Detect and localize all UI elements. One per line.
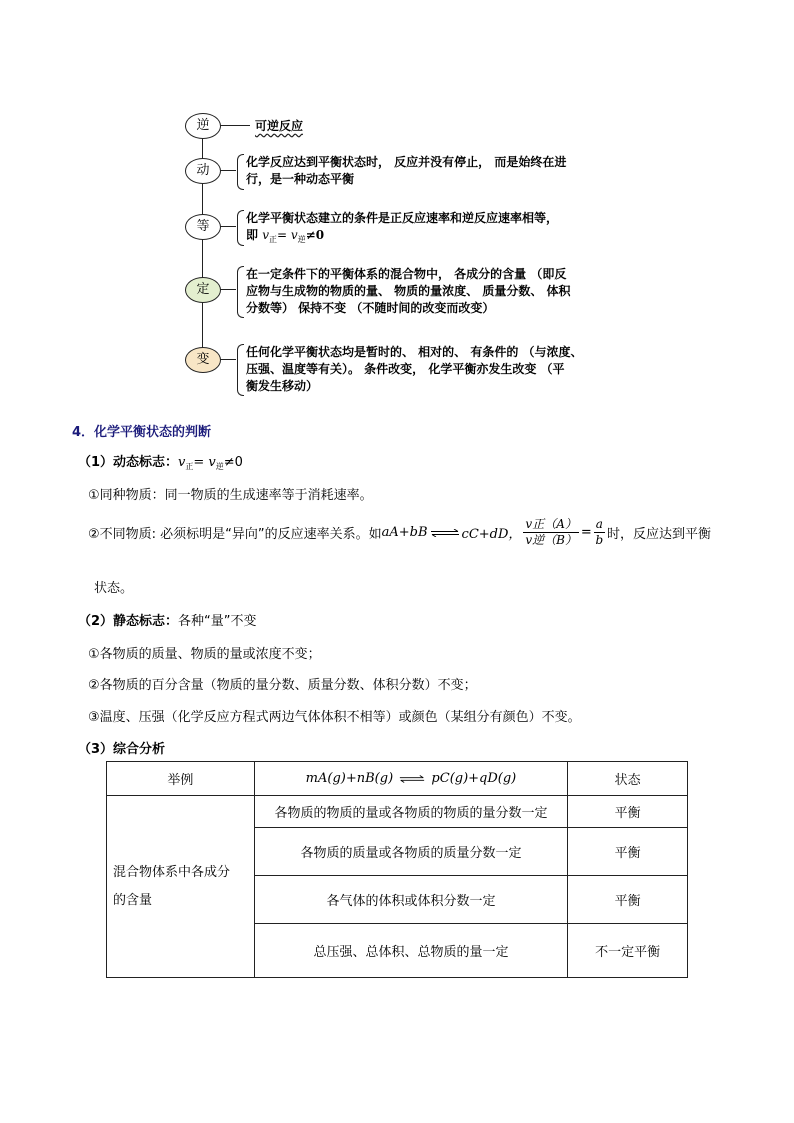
node-ni-desc: 可逆反应 [255,119,304,133]
analysis-label: （3）综合分析 [78,742,166,757]
dynamic-criterion [78,451,243,472]
node-deng-desc [246,210,558,248]
node-ding-desc [246,266,571,317]
ratio-fraction [594,517,605,548]
table-cell-state: 平衡 [568,828,688,876]
rate-fraction [523,517,578,548]
section-heading: 4．化学平衡状态的判断 [72,425,212,440]
equals-sign: = [580,525,592,540]
item2-continuation: 状态。 [94,581,134,596]
eq-sub: 正 [268,235,277,244]
eq-sub: 逆 [215,462,224,471]
static-item-1: ①各物质的质量、物质的量或浓度不变； [88,647,321,662]
node-dong-link [220,170,236,171]
static-item-2: ②各物质的百分含量（物质的量分数、质量分数、体积分数）不变； [88,678,477,693]
table-cell-state: 平衡 [568,796,688,828]
static-item-3: ③温度、压强（化学反应方程式两边气体体积不相等）或颜色（某组分有颜色）不变。 [88,710,581,725]
node-deng: 等 [185,214,221,240]
desc-line: 任何化学平衡状态均是暂时的、 相对的、 有条件的 （与浓度、 [246,345,583,359]
group-label-line: 混合物体系中各成分 [113,864,231,880]
desc-line: 衡发生移动） [246,379,319,393]
header-reaction [254,762,568,796]
group-label [107,796,255,978]
desc-line: 化学反应达到平衡状态时， 反应并没有停止， 而是始终在进 [246,155,567,169]
brace [237,210,244,246]
reaction-right: cC+dD， [461,527,522,542]
node-dong: 动 [185,158,221,184]
table-cell-condition: 各物质的质量或各物质的质量分数一定 [254,828,568,876]
header-example: 举例 [107,762,255,796]
p2-label: （2）静态标志： [78,614,179,629]
desc-equation [246,227,558,248]
fraction-denominator: b [595,533,604,547]
fraction-numerator: v正（A） [525,517,577,531]
reaction-right: pC(g)+qD(g) [431,771,517,786]
fraction-numerator: a [595,517,603,531]
table-header [107,762,688,796]
static-criterion [78,610,257,629]
header-state: 状态 [568,762,688,796]
p1-label: （1）动态标志： [78,455,179,470]
eq-tail: ≠0 [223,455,243,470]
desc-line: 压强、温度等有关）。 条件改变， 化学平衡亦发生改变 （平 [246,362,565,376]
desc-line: 在一定条件下的平衡体系的混合物中， 各成分的含量 （即反 [246,267,567,281]
equilibrium-arrow-icon [430,529,460,537]
reaction-left: mA(g)+nB(g) [305,771,394,786]
item-different-substance [88,517,711,548]
node-bian-link [220,359,236,360]
fraction-denominator: v逆（B） [525,533,577,547]
desc-line: 行，是一种动态平衡 [246,172,355,186]
node-deng-link [220,226,236,227]
table-cell-condition: 各气体的体积或体积分数一定 [254,876,568,924]
equilibrium-arrow-icon [399,775,425,783]
brace [237,266,244,318]
eq-mid: = v [193,455,216,470]
node-dong-desc [246,154,566,188]
table-cell-condition: 总压强、总体积、总物质的量一定 [254,924,568,978]
node-bian: 变 [185,347,221,373]
brace [237,344,244,396]
node-ding-link [220,289,236,290]
reaction-left: aA+bB [381,525,428,540]
table-row [107,796,688,828]
item2-pre: ②不同物质: 必须标明是“异向”的反应速率关系。如 [88,527,382,542]
eq-prefix: 即 [246,228,259,242]
brace [237,154,244,190]
group-label-line: 的含量 [113,892,153,908]
desc-line: 化学平衡状态建立的条件是正反应速率和逆反应速率相等， [246,211,559,225]
eq-v: v [262,228,269,242]
p2-text: 各种“量”不变 [178,614,257,629]
desc-line: 分数等） 保持不变 （不随时间的改变而改变） [246,301,495,315]
node-bian-desc [246,344,583,395]
table-cell-condition: 各物质的物质的量或各物质的物质的量分数一定 [254,796,568,828]
eq-sub: 正 [185,462,194,471]
desc-line: 应物与生成物的物质的量、 物质的量浓度、 质量分数、 体积 [246,284,571,298]
analysis-table [106,761,688,978]
item-same-substance: ①同种物质：同一物质的生成速率等于消耗速率。 [88,488,373,503]
node-ni-link [220,125,250,126]
table-cell-state: 不一定平衡 [568,924,688,978]
eq-v: v [178,455,186,470]
table-cell-state: 平衡 [568,876,688,924]
node-ni: 逆 [185,113,221,139]
item2-post: 时，反应达到平衡 [606,527,711,542]
eq-mid: = v [276,228,298,242]
eq-tail: ≠0 [305,228,325,242]
eq-sub: 逆 [297,235,306,244]
node-ding: 定 [185,277,221,303]
